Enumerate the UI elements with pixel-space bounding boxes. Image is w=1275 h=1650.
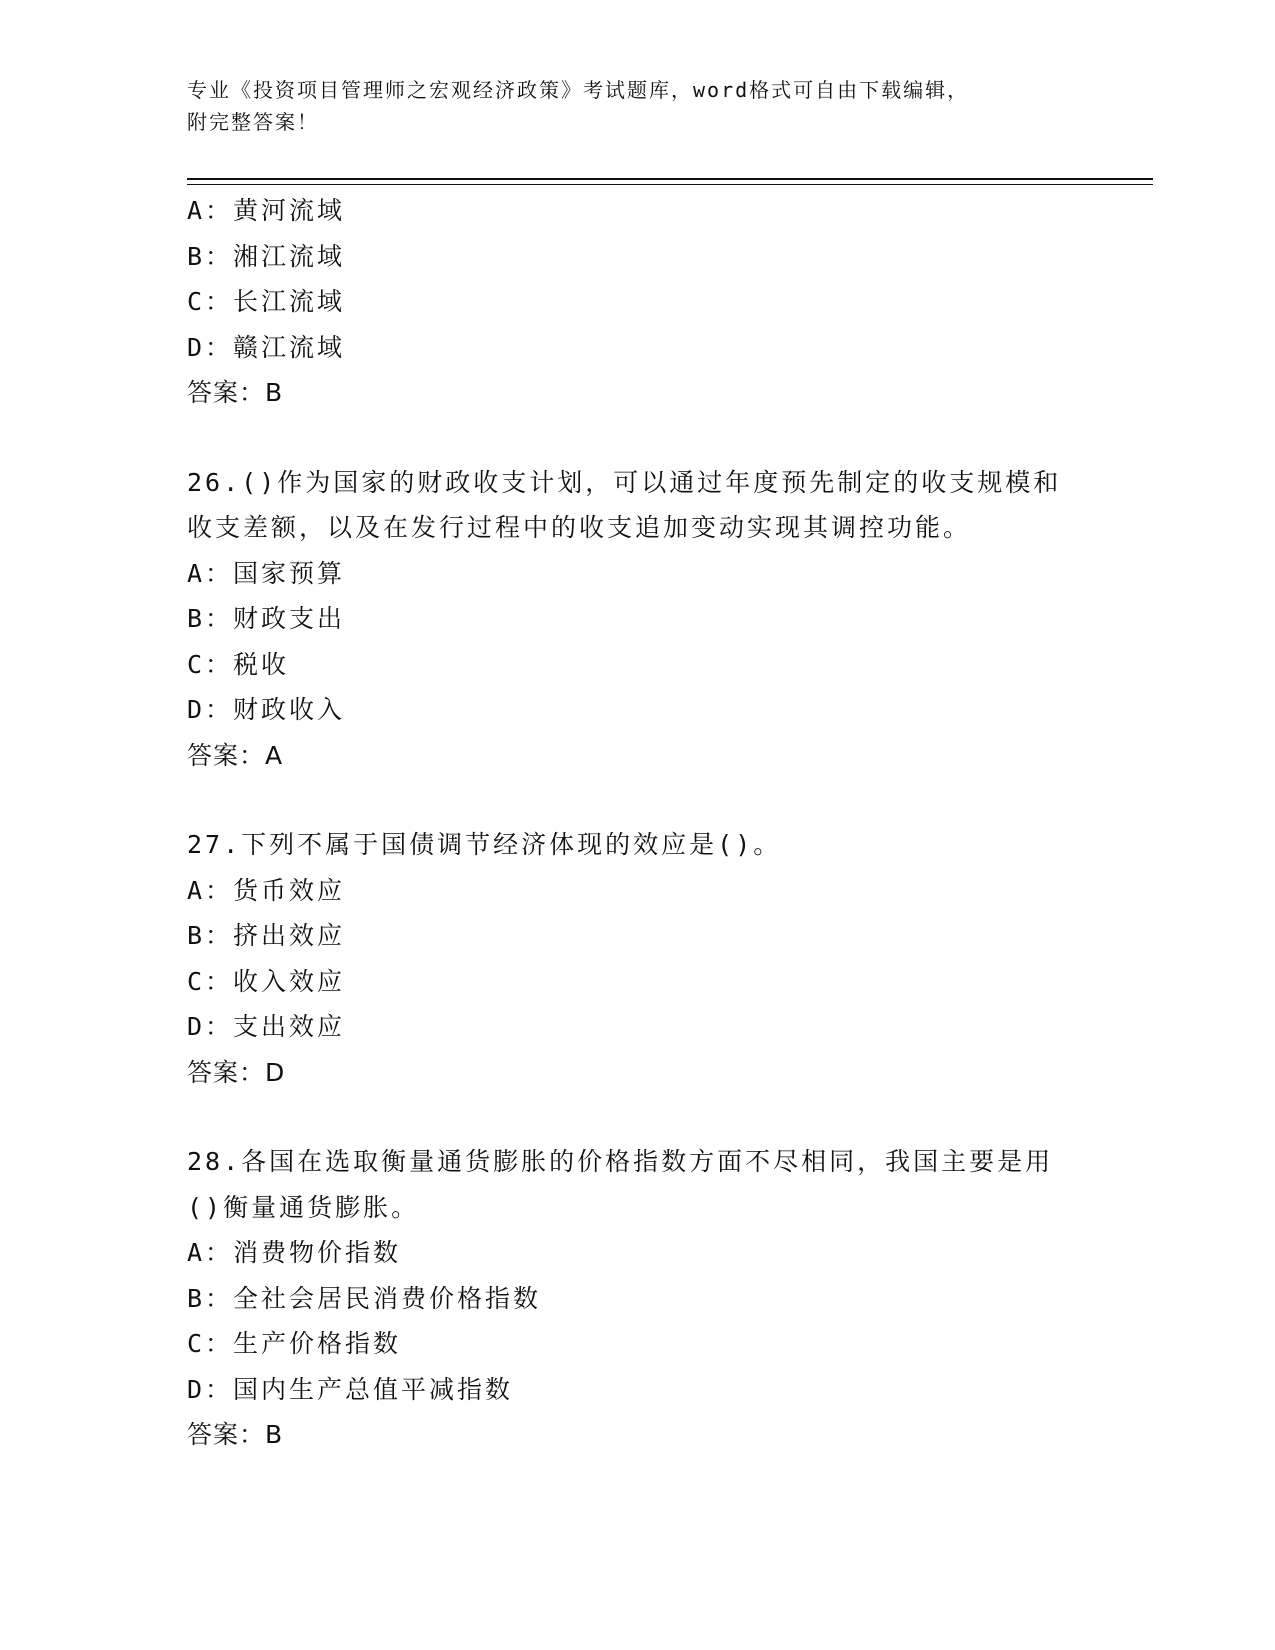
option-d: D：支出效应 [187, 1012, 346, 1041]
question-list [187, 188, 1087, 1458]
option-c: C：生产价格指数 [187, 1329, 402, 1358]
answer-line: 答案：B [187, 378, 284, 407]
option-b: B：全社会居民消费价格指数 [187, 1283, 542, 1313]
header-line-1: 专业《投资项目管理师之宏观经济政策》考试题库，word格式可自由下载编辑， [187, 78, 970, 102]
option-d: D：赣江流域 [187, 332, 346, 362]
question-text-line-2: 收支差额，以及在发行过程中的收支追加变动实现其调控功能。 [187, 513, 972, 542]
option-a: A：黄河流域 [187, 196, 346, 225]
option-c: C：收入效应 [187, 966, 346, 996]
question-28 [187, 1139, 1087, 1458]
question-26 [187, 460, 1087, 779]
document-header [187, 74, 1067, 138]
question-text-line-1: 26.()作为国家的财政收支计划，可以通过年度预先制定的收支规模和 [187, 467, 1062, 497]
option-c: C：税收 [187, 649, 290, 679]
question-text-line-2: ()衡量通货膨胀。 [187, 1192, 420, 1222]
answer-line: 答案：D [187, 1057, 286, 1087]
header-divider-thick [187, 178, 1153, 180]
question-block-continued [187, 188, 1087, 416]
question-text-line-1: 27.下列不属于国债调节经济体现的效应是()。 [187, 830, 782, 859]
answer-line: 答案：B [187, 1420, 284, 1449]
question-27 [187, 822, 1087, 1095]
option-b: B：挤出效应 [187, 921, 346, 950]
option-a: A：国家预算 [187, 558, 346, 588]
option-d: D：财政收入 [187, 695, 346, 724]
option-b: B：湘江流域 [187, 241, 346, 271]
answer-line: 答案：A [187, 740, 284, 770]
header-line-2: 附完整答案！ [187, 110, 319, 134]
option-b: B：财政支出 [187, 604, 346, 633]
option-d: D：国内生产总值平减指数 [187, 1374, 514, 1404]
option-c: C：长江流域 [187, 287, 346, 316]
header-divider-thin [187, 184, 1153, 185]
option-a: A：货币效应 [187, 875, 346, 905]
option-a: A：消费物价指数 [187, 1238, 402, 1267]
question-text-line-1: 28.各国在选取衡量通货膨胀的价格指数方面不尽相同，我国主要是用 [187, 1147, 1054, 1176]
